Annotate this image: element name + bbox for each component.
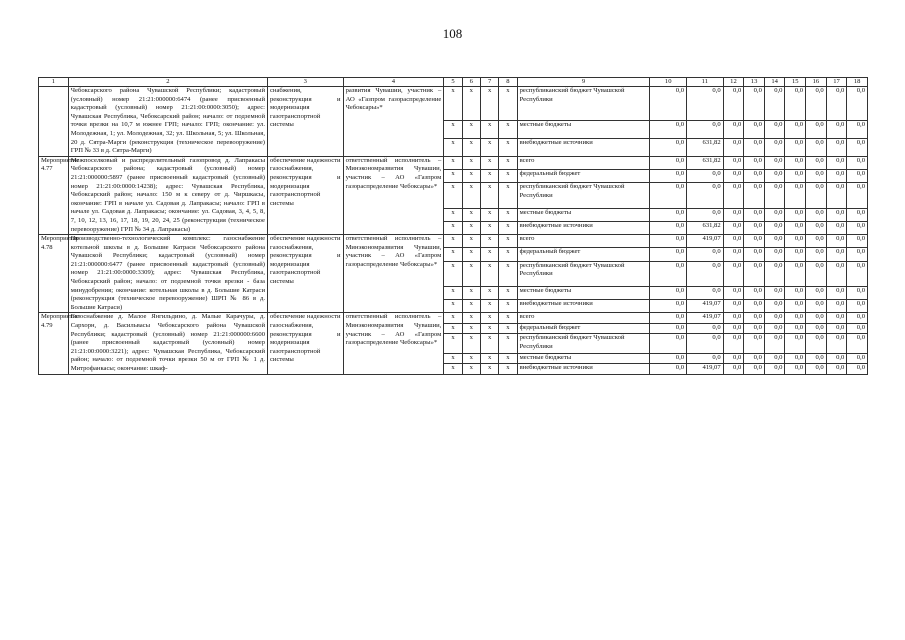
code-cell: x [480,170,498,183]
amount-cell: 0,0 [650,138,687,156]
amount-cell: 0,0 [806,300,827,313]
code-cell: x [444,323,462,333]
code-cell: x [499,323,517,333]
amount-cell: 0,0 [806,353,827,363]
table-row [39,156,868,169]
funding-source: всего [517,235,650,248]
amount-cell: 0,0 [764,313,785,323]
code-cell: x [444,156,462,169]
amount-cell: 0,0 [744,183,765,208]
amount-cell: 0,0 [785,156,806,169]
code-cell: x [480,353,498,363]
page-number: 108 [442,26,463,41]
column-number: 12 [723,78,744,87]
column-number: 7 [480,78,498,87]
amount-cell: 0,0 [826,353,847,363]
amount-cell: 0,0 [744,235,765,248]
code-cell: x [444,353,462,363]
funding-source: республиканский бюджет Чувашской Республики [517,183,650,208]
amount-cell: 0,0 [723,300,744,313]
amount-cell: 0,0 [650,353,687,363]
amount-cell: 0,0 [723,87,744,121]
column-number: 14 [764,78,785,87]
column-number: 13 [744,78,765,87]
amount-cell: 0,0 [826,261,847,286]
object-description: Чебоксарского района Чувашской Республики; кадастровый (условный) номер 21:21:000000:6474 (ранее присвоенный кадастровый (условный) номер 21:21:00:0000:3050); адрес: Чувашская Республика, Чебоксарский район; начало: от подземной точки врезки на 10,7 м южнее ГРП; начало: ГРП; окончание: ул. Молодежная, 1; ул. Молодежная, 32; ул. Школьная, 5; ул. Школьная, 20 д. Сятра-Марги (реконструкция (техническое перевооружение) ГРП № 33 в д. Сятра-Марги) [68,87,267,157]
column-number: 16 [806,78,827,87]
amount-cell: 0,0 [847,334,868,354]
amount-cell: 0,0 [806,156,827,169]
code-cell: x [480,248,498,261]
amount-cell: 419,07 [687,364,724,374]
amount-cell: 0,0 [764,334,785,354]
amount-cell: 0,0 [687,183,724,208]
amount-cell: 0,0 [764,300,785,313]
funding-source: республиканский бюджет Чувашской Республики [517,261,650,286]
amount-cell: 0,0 [687,87,724,121]
code-cell: x [462,87,480,121]
code-cell: x [499,156,517,169]
amount-cell: 0,0 [806,120,827,138]
column-number-row [39,78,868,87]
column-number: 11 [687,78,724,87]
executor-description: ответственный исполнитель – Минэкономразвития Чувашии, участник – АО «Газпром газораспределение Чебоксары»* [343,313,444,374]
code-cell: x [444,183,462,208]
amount-cell: 0,0 [806,364,827,374]
code-cell: x [499,208,517,221]
column-number: 4 [343,78,444,87]
amount-cell: 0,0 [806,323,827,333]
funding-source: федеральный бюджет [517,248,650,261]
amount-cell: 0,0 [744,286,765,299]
amount-cell: 0,0 [785,300,806,313]
code-cell: x [462,353,480,363]
amount-cell: 0,0 [785,323,806,333]
code-cell: x [444,87,462,121]
column-number: 9 [517,78,650,87]
code-cell: x [462,261,480,286]
column-number: 3 [268,78,344,87]
object-description: Газоснабжение д. Малое Янгильдино, д. Малые Карачуры, д. Сархорн, д. Васильвасы Чебоксарского района Чувашской Республики; кадастровый (условный) номер 21:21:000000:6600 (ранее присвоенный кадастровый (условный) номер 21:21:00:0000:3221); адрес: Чувашская Республика, Чебоксарский район; начало: от подземной точки врезки 50 м от ГРП № 1 д. Митрофанкасы; окончание: шкаф- [68,313,267,374]
amount-cell: 0,0 [687,323,724,333]
amount-cell: 0,0 [847,221,868,234]
code-cell: x [480,261,498,286]
amount-cell: 0,0 [687,286,724,299]
funding-source: местные бюджеты [517,120,650,138]
column-number: 18 [847,78,868,87]
amount-cell: 0,0 [826,208,847,221]
code-cell: x [444,334,462,354]
code-cell: x [499,334,517,354]
amount-cell: 0,0 [687,120,724,138]
amount-cell: 0,0 [744,353,765,363]
code-cell: x [480,323,498,333]
amount-cell: 0,0 [723,364,744,374]
amount-cell: 0,0 [806,334,827,354]
table-row [39,235,868,248]
amount-cell: 0,0 [785,221,806,234]
funding-source: местные бюджеты [517,208,650,221]
amount-cell: 0,0 [806,313,827,323]
code-cell: x [462,313,480,323]
object-description: Производственно-технологический комплекс: газоснабжение котельной школы в д. Большие Катраси Чебоксарского района Чувашской Республики; кадастровый (условный) номер 21:21:000000:6477 (ранее присвоенный кадастровый (условный) номер 21:21:00:0000:3309); адрес: Чувашская Республика, Чебоксарский район; начало: от подземной точки врезки - база минудобрения; окончание: котельная школы в д. Большие Катраси (реконструкция (техническое перевооружение) ШРП № 86 в д. Большие Катраси) [68,235,267,313]
program-table [38,77,868,375]
amount-cell: 0,0 [785,261,806,286]
amount-cell: 0,0 [650,156,687,169]
goal-description: обеспечение надежности газоснабжения, реконструкция и модернизация газотранспортной системы [268,313,344,374]
amount-cell: 0,0 [650,183,687,208]
code-cell: x [499,235,517,248]
amount-cell: 0,0 [826,120,847,138]
amount-cell: 0,0 [764,286,785,299]
measure-label: Мероприятие 4.78 [39,235,69,313]
code-cell: x [499,364,517,374]
column-number: 15 [785,78,806,87]
code-cell: x [499,221,517,234]
code-cell: x [480,120,498,138]
code-cell: x [499,353,517,363]
amount-cell: 0,0 [650,87,687,121]
amount-cell: 0,0 [806,138,827,156]
amount-cell: 0,0 [826,183,847,208]
code-cell: x [480,87,498,121]
amount-cell: 0,0 [764,183,785,208]
amount-cell: 0,0 [650,120,687,138]
amount-cell: 0,0 [744,138,765,156]
column-number: 10 [650,78,687,87]
amount-cell: 0,0 [650,313,687,323]
goal-description: снабжения, реконструкция и модернизация газотранспортной системы [268,87,344,157]
amount-cell: 0,0 [785,120,806,138]
amount-cell: 0,0 [826,221,847,234]
funding-source: республиканский бюджет Чувашской Республики [517,87,650,121]
column-number: 5 [444,78,462,87]
amount-cell: 0,0 [806,286,827,299]
column-number: 1 [39,78,69,87]
code-cell: x [499,170,517,183]
amount-cell: 0,0 [826,248,847,261]
table-row [39,87,868,121]
amount-cell: 0,0 [847,208,868,221]
amount-cell: 0,0 [723,313,744,323]
code-cell: x [462,300,480,313]
amount-cell: 0,0 [764,208,785,221]
amount-cell: 419,07 [687,300,724,313]
amount-cell: 0,0 [826,156,847,169]
column-number: 6 [462,78,480,87]
amount-cell: 0,0 [847,235,868,248]
funding-source: всего [517,313,650,323]
table-row [39,313,868,323]
amount-cell: 0,0 [687,208,724,221]
amount-cell: 0,0 [847,353,868,363]
amount-cell: 0,0 [785,138,806,156]
code-cell: x [462,138,480,156]
code-cell: x [480,300,498,313]
amount-cell: 0,0 [723,156,744,169]
amount-cell: 0,0 [847,87,868,121]
code-cell: x [480,208,498,221]
amount-cell: 0,0 [806,235,827,248]
measure-label [39,87,69,157]
amount-cell: 0,0 [826,323,847,333]
code-cell: x [444,138,462,156]
code-cell: x [462,156,480,169]
amount-cell: 0,0 [764,221,785,234]
amount-cell: 0,0 [826,313,847,323]
code-cell: x [444,208,462,221]
code-cell: x [462,334,480,354]
code-cell: x [499,183,517,208]
column-number: 8 [499,78,517,87]
amount-cell: 0,0 [764,156,785,169]
amount-cell: 0,0 [826,87,847,121]
amount-cell: 0,0 [764,170,785,183]
funding-source: федеральный бюджет [517,323,650,333]
code-cell: x [444,364,462,374]
amount-cell: 0,0 [764,235,785,248]
amount-cell: 0,0 [723,183,744,208]
amount-cell: 0,0 [806,170,827,183]
amount-cell: 0,0 [723,235,744,248]
code-cell: x [480,364,498,374]
code-cell: x [462,183,480,208]
amount-cell: 0,0 [785,334,806,354]
object-description: Межпоселковый и распределительный газопровод д. Лапракасы Чебоксарского района; кадастровый (условный) номер 21:21:000000:5897 (ранее присвоенный кадастровый (условный) номер 21:21:00:0000:14238); адрес: Чувашская Республика, Чебоксарский район; начало: 150 м к северу от д. Чиршкасы, окончание: ГРП в начале ул. Садовая д. Лапракасы; начало: ГРП в начале ул. Садовая д. Лапракасы; окончание: ул. Садовая, 3, 4, 5, 8, 7, 10, 12, 13, 16, 17, 18, 19, 20, 24, 25 (реконструкция (техническое перевооружение) ГРП № 34 д. Лапракасы) [68,156,267,234]
amount-cell: 0,0 [744,87,765,121]
amount-cell: 0,0 [744,208,765,221]
amount-cell: 0,0 [723,208,744,221]
amount-cell: 0,0 [826,334,847,354]
amount-cell: 0,0 [785,235,806,248]
code-cell: x [499,313,517,323]
amount-cell: 0,0 [785,183,806,208]
code-cell: x [462,235,480,248]
code-cell: x [499,286,517,299]
amount-cell: 0,0 [744,300,765,313]
measure-label: Мероприятие 4.77 [39,156,69,234]
amount-cell: 0,0 [650,286,687,299]
code-cell: x [480,313,498,323]
amount-cell: 0,0 [744,313,765,323]
code-cell: x [444,261,462,286]
amount-cell: 0,0 [785,286,806,299]
amount-cell: 0,0 [847,261,868,286]
amount-cell: 0,0 [847,120,868,138]
amount-cell: 0,0 [764,87,785,121]
funding-source: местные бюджеты [517,286,650,299]
funding-source: местные бюджеты [517,353,650,363]
amount-cell: 0,0 [650,261,687,286]
amount-cell: 0,0 [764,353,785,363]
column-number: 2 [68,78,267,87]
amount-cell: 0,0 [826,300,847,313]
code-cell: x [499,138,517,156]
executor-description: ответственный исполнитель – Минэкономразвития Чувашии, участник – АО «Газпром газораспределение Чебоксары»* [343,235,444,313]
amount-cell: 0,0 [723,261,744,286]
code-cell: x [499,87,517,121]
amount-cell: 0,0 [723,170,744,183]
code-cell: x [462,323,480,333]
executor-description: ответственный исполнитель – Минэкономразвития Чувашии, участник – АО «Газпром газораспределение Чебоксары»* [343,156,444,234]
code-cell: x [462,221,480,234]
amount-cell: 0,0 [785,353,806,363]
funding-source: внебюджетные источники [517,364,650,374]
amount-cell: 0,0 [744,334,765,354]
amount-cell: 0,0 [806,183,827,208]
amount-cell: 0,0 [806,87,827,121]
code-cell: x [480,138,498,156]
code-cell: x [444,170,462,183]
code-cell: x [462,286,480,299]
amount-cell: 0,0 [806,208,827,221]
code-cell: x [444,235,462,248]
amount-cell: 0,0 [806,261,827,286]
funding-source: всего [517,156,650,169]
code-cell: x [480,156,498,169]
code-cell: x [444,120,462,138]
amount-cell: 0,0 [764,120,785,138]
amount-cell: 0,0 [723,286,744,299]
amount-cell: 0,0 [650,221,687,234]
code-cell: x [462,120,480,138]
amount-cell: 0,0 [785,170,806,183]
amount-cell: 631,82 [687,138,724,156]
amount-cell: 0,0 [650,235,687,248]
amount-cell: 0,0 [847,183,868,208]
amount-cell: 0,0 [764,248,785,261]
amount-cell: 0,0 [723,221,744,234]
amount-cell: 0,0 [744,261,765,286]
code-cell: x [462,208,480,221]
funding-source: федеральный бюджет [517,170,650,183]
amount-cell: 0,0 [744,120,765,138]
goal-description: обеспечение надежности газоснабжения, реконструкция и модернизация газотранспортной системы [268,235,344,313]
executor-description: развития Чувашии, участник – АО «Газпром газораспределение Чебоксары»* [343,87,444,157]
amount-cell: 0,0 [826,170,847,183]
amount-cell: 0,0 [806,221,827,234]
code-cell: x [462,170,480,183]
measure-label: Мероприятие 4.79 [39,313,69,374]
amount-cell: 0,0 [650,334,687,354]
amount-cell: 0,0 [785,364,806,374]
amount-cell: 0,0 [744,170,765,183]
code-cell: x [444,313,462,323]
amount-cell: 0,0 [744,323,765,333]
amount-cell: 0,0 [785,248,806,261]
code-cell: x [499,300,517,313]
funding-source: внебюджетные источники [517,221,650,234]
amount-cell: 0,0 [847,300,868,313]
amount-cell: 0,0 [687,170,724,183]
amount-cell: 631,82 [687,156,724,169]
amount-cell: 0,0 [650,248,687,261]
amount-cell: 0,0 [826,364,847,374]
amount-cell: 0,0 [687,261,724,286]
code-cell: x [480,235,498,248]
amount-cell: 0,0 [847,138,868,156]
amount-cell: 0,0 [847,248,868,261]
amount-cell: 0,0 [687,334,724,354]
amount-cell: 0,0 [847,364,868,374]
amount-cell: 0,0 [723,323,744,333]
code-cell: x [480,334,498,354]
code-cell: x [444,248,462,261]
amount-cell: 0,0 [687,248,724,261]
amount-cell: 0,0 [687,353,724,363]
amount-cell: 0,0 [764,323,785,333]
amount-cell: 0,0 [744,221,765,234]
amount-cell: 0,0 [826,235,847,248]
amount-cell: 0,0 [785,208,806,221]
amount-cell: 0,0 [785,87,806,121]
funding-source: республиканский бюджет Чувашской Республики [517,334,650,354]
amount-cell: 0,0 [764,138,785,156]
amount-cell: 0,0 [650,170,687,183]
amount-cell: 0,0 [723,138,744,156]
amount-cell: 631,82 [687,221,724,234]
code-cell: x [462,248,480,261]
goal-description: обеспечение надежности газоснабжения, реконструкция и модернизация газотранспортной системы [268,156,344,234]
amount-cell: 0,0 [826,138,847,156]
funding-source: внебюджетные источники [517,138,650,156]
amount-cell: 419,07 [687,235,724,248]
column-number: 17 [826,78,847,87]
amount-cell: 0,0 [650,208,687,221]
code-cell: x [462,364,480,374]
amount-cell: 0,0 [744,156,765,169]
amount-cell: 0,0 [847,170,868,183]
code-cell: x [444,286,462,299]
amount-cell: 0,0 [847,313,868,323]
funding-source: внебюджетные источники [517,300,650,313]
amount-cell: 0,0 [650,323,687,333]
amount-cell: 0,0 [650,364,687,374]
amount-cell: 0,0 [744,248,765,261]
amount-cell: 0,0 [723,248,744,261]
code-cell: x [499,261,517,286]
code-cell: x [499,120,517,138]
amount-cell: 419,07 [687,313,724,323]
amount-cell: 0,0 [785,313,806,323]
amount-cell: 0,0 [723,334,744,354]
amount-cell: 0,0 [847,156,868,169]
amount-cell: 0,0 [744,364,765,374]
code-cell: x [499,248,517,261]
amount-cell: 0,0 [847,323,868,333]
amount-cell: 0,0 [764,364,785,374]
code-cell: x [444,300,462,313]
amount-cell: 0,0 [847,286,868,299]
amount-cell: 0,0 [650,300,687,313]
code-cell: x [480,221,498,234]
amount-cell: 0,0 [826,286,847,299]
amount-cell: 0,0 [764,261,785,286]
code-cell: x [480,286,498,299]
amount-cell: 0,0 [723,120,744,138]
amount-cell: 0,0 [723,353,744,363]
amount-cell: 0,0 [806,248,827,261]
code-cell: x [480,183,498,208]
code-cell: x [444,221,462,234]
